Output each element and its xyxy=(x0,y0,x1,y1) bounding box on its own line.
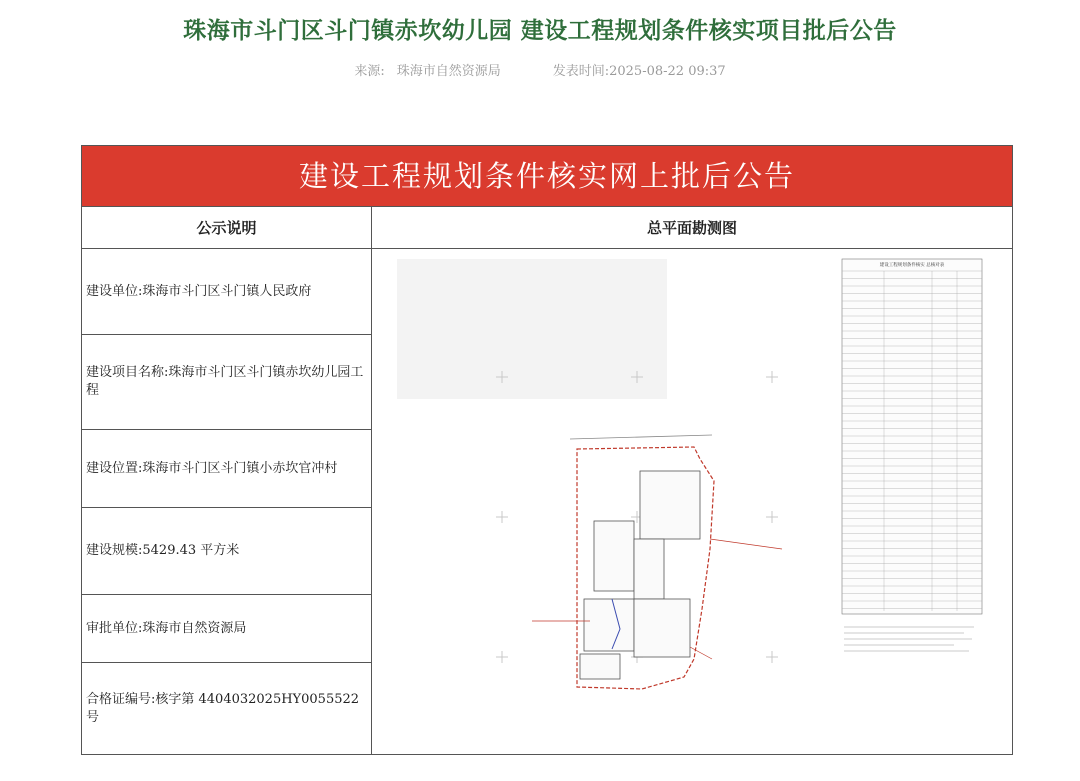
stats-table xyxy=(842,259,982,614)
scale-row xyxy=(82,508,371,595)
stats-table-title: 建设工程规划条件核实 总核对表 xyxy=(879,263,945,268)
notice-table xyxy=(81,145,1013,755)
location-row xyxy=(82,430,371,508)
site-plan-drawing xyxy=(372,249,1012,754)
project-name-row xyxy=(82,335,371,430)
source-label: 来源: xyxy=(354,64,385,79)
notice-banner: 建设工程规划条件核实网上批后公告 xyxy=(82,146,1012,207)
time-label: 发表时间: xyxy=(552,64,610,79)
page-title: 珠海市斗门区斗门镇赤坎幼儿园 建设工程规划条件核实项目批后公告 xyxy=(183,18,897,44)
source-value: 珠海市自然资源局 xyxy=(396,64,501,79)
approval-unit-text: 审批单位:珠海市自然资源局 xyxy=(86,620,247,636)
approval-unit-row xyxy=(82,595,371,663)
road-line xyxy=(570,435,712,439)
notice-info-column xyxy=(82,249,372,754)
location-text: 建设位置:珠海市斗门区斗门镇小赤坎官冲村 xyxy=(86,460,338,476)
project-name-text: 建设项目名称:珠海市斗门区斗门镇赤坎幼儿园工程 xyxy=(86,365,364,398)
site-survey-drawing xyxy=(372,249,1012,754)
drawing-background-patch xyxy=(397,259,667,399)
stats-notes xyxy=(844,627,974,651)
construction-unit-text: 建设单位:珠海市斗门区斗门镇人民政府 xyxy=(86,283,312,299)
certificate-text: 合格证编号:核字第 4404032025HY0055522 号 xyxy=(86,691,360,725)
right-column-header: 总平面勘测图 xyxy=(372,207,1012,249)
certificate-row xyxy=(82,663,371,754)
construction-unit-row xyxy=(82,249,371,335)
article-meta xyxy=(0,60,1080,79)
scale-text: 建设规模:5429.43 平方米 xyxy=(86,543,240,558)
left-column-header: 公示说明 xyxy=(82,207,372,249)
time-value: 2025-08-22 09:37 xyxy=(609,64,726,79)
building-footprints xyxy=(580,471,700,679)
